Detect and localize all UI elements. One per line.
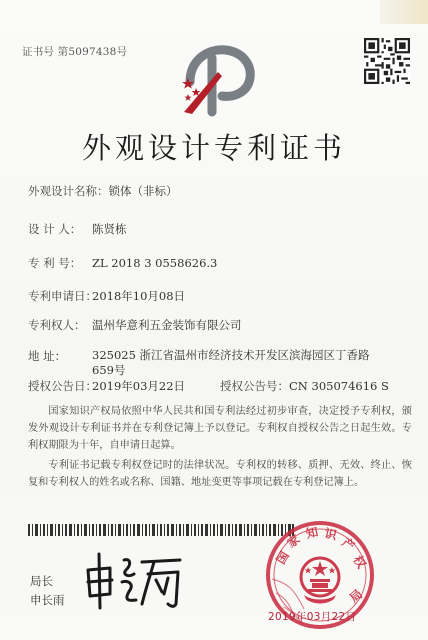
field-patent-no	[28, 255, 217, 271]
field-label: 地 址：	[28, 349, 67, 363]
field-label: 专利申请日：	[28, 289, 97, 303]
certificate-number: 证书号 第5097438号	[22, 46, 128, 58]
field-designer	[28, 221, 127, 237]
field-filing-date	[28, 288, 185, 304]
svg-text:产: 产	[339, 535, 358, 554]
field-value: 陈贤栋	[92, 222, 127, 236]
field-label: 外观设计名称：	[28, 184, 109, 198]
field-design-name	[28, 183, 178, 199]
field-value: 2018年10月08日	[92, 289, 186, 303]
qr-code-icon	[364, 38, 410, 84]
field-address-value: 325025 浙江省温州市经济技术开发区滨海园区丁香路659号	[92, 348, 370, 377]
field-label: 专 利 号：	[28, 256, 82, 270]
field-label: 专利权人：	[28, 318, 86, 332]
svg-text:家: 家	[284, 532, 303, 551]
svg-text:知: 知	[304, 524, 320, 541]
paragraph-legal-status: 专利证书记载专利权登记时的法律状况。专利权的转移、质押、无效、终止、恢复和专利权人的姓名或名称、国籍、地址变更等事项记载在专利登记簿上。	[28, 460, 412, 488]
field-address-label	[28, 348, 66, 364]
paragraph-grant: 国家知识产权局依照中华人民共和国专利法经过初步审查，决定授予专利权，颁发外观设计专利证书并在专利登记簿上予以登记。专利权自授权公告之日起生效。专利权期限为十年，自申请日起算。	[28, 406, 412, 451]
document-title: 外观设计专利证书	[81, 131, 346, 165]
director-name: 申长雨	[30, 593, 65, 607]
svg-text:局: 局	[346, 586, 366, 606]
svg-text:权: 权	[350, 553, 369, 571]
seal-date: 2019年03月22日	[268, 611, 357, 623]
field-label: 授权公告日：	[28, 379, 97, 393]
field-value: ZL 2018 3 0558626.3	[92, 256, 218, 270]
svg-text:识: 识	[323, 526, 339, 543]
barcode-icon	[28, 524, 294, 536]
cnipa-logo-icon	[178, 42, 258, 118]
field-label: 授权公告号：	[220, 379, 289, 393]
field-value: CN 305074616 S	[289, 379, 389, 393]
field-value: 锁体（非标）	[108, 184, 178, 198]
field-label: 设 计 人：	[28, 222, 82, 236]
signature-icon	[84, 548, 184, 612]
field-patentee	[28, 317, 242, 333]
corner-strip	[380, 0, 428, 24]
field-grant-no	[220, 378, 389, 394]
field-value: 2019年03月22日	[92, 379, 186, 393]
svg-text:国: 国	[273, 548, 292, 567]
field-grant-date	[28, 378, 185, 394]
field-value: 温州华意利五金装饰有限公司	[92, 318, 242, 332]
director-title: 局长	[30, 574, 53, 588]
